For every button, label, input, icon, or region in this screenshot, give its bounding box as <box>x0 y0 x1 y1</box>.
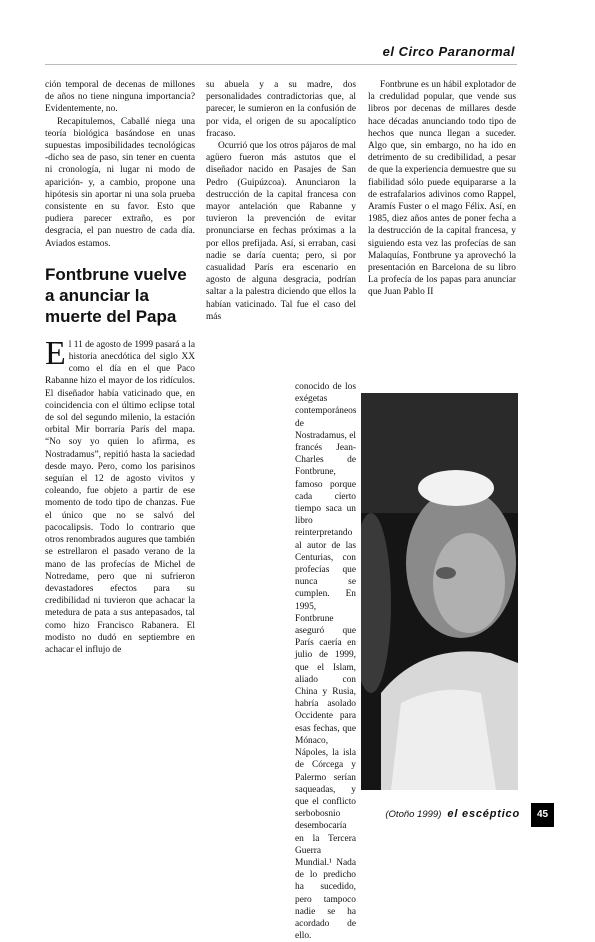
paragraph: Ocurrió que los otros pájaros de mal agüero fueron más astutos que el diseñador nacido en Pasajes de San Pedro (Guipúzcoa). Anunciaron la destrucción de la capital francesa con mayor antelación que Rabanne y tuvieron la prevención de evitar pronunciarse en fechas próximas a la por ellos prefijada. Así, si erraban, casi nadie se daría cuenta; pero, si por casualidad París era escenario en agosto de alguna desgracia, podrían saltar a la palestra diciendo que ellos la habían vaticinado. Tal fue el caso del más <box>206 141 356 322</box>
column-3 <box>368 79 516 299</box>
paragraph: Fontbrune es un hábil explotador de la credulidad popular, que vende sus libros por decenas de millares desde hace décadas anunciando todo tipo de hechos que nunca llegan a suceder. Algo que, sin embargo, no ha ido en detrimento de su credibilidad, a pesar de que la experiencia demuestre que su fiabilidad sólo puede equipararse a la de estrafalarios adivinos como Rappel, Aramís Fuster o el mago Félix. Así, en 1985, diez años antes de poner fecha a la destrucción de la capital francesa, y siguiendo esta vez las profecías de san Malaquías, Fontbrune ya aprovechó la presentación en Barcelona de su libro La profecía de los papas para anunciar que Juan Pablo II <box>368 80 516 298</box>
issue-label: (Otoño 1999) <box>385 809 442 820</box>
article-heading: Fontbrune vuelve a anunciar la muerte del Papa <box>45 264 187 326</box>
pope-photo-illustration <box>361 393 518 790</box>
paragraph: conocido de los exégetas contemporáneos de Nostradamus, el francés Jean-Charles de Fontbrune, famoso porque cada cierto tiempo saca un libro reinterpretando al autor de las Centurias, con profecías que nunca se cumplen. En 1995, Fontbrune aseguró que París caería en julio de 1999, que el Islam, aliado con China y Rusia, habría asolado Occidente para esas fechas, que Mónaco, Nápoles, la isla de Córcega y Palermo serían saqueadas, y que el conflicto serbobosnio desembocaría en la Tercera Guerra Mundial.¹ Nada de lo predicho ha sucedido, pero tampoco nadie se ha acordado de ello. <box>295 382 357 942</box>
drop-cap: E <box>45 334 66 372</box>
column-1 <box>45 79 195 656</box>
section-title: el Circo Paranormal <box>382 44 515 59</box>
pope-photo <box>361 393 518 790</box>
header-divider <box>45 64 517 65</box>
paragraph: Recapitulemos, Caballé niega una teoría biológica basándose en unas supuestas imposibilidades tecnológicas -dicho sea de paso, sin tener en cuenta ni cronología, ni lugar ni modo de aparición- y, a cambio, propone una hipótesis sin aportar ni una sola prueba consistente en su favor. Esto que pudiera parecer extraño, es por desgracia, el pan nuestro de cada día. Aviados estamos. <box>45 116 195 249</box>
footer <box>385 808 520 820</box>
paragraph: su abuela y a su madre, dos personalidades contradictorias que, al parecer, le sumieron en la confusión de por vida, el origen de su apocalíptico fracaso. <box>206 80 356 139</box>
paragraph: ción temporal de decenas de millones de años no tiene ninguna importancia? Evidentemente, no. <box>45 80 195 115</box>
magazine-name: el escéptico <box>447 808 520 820</box>
column-2-wrap <box>295 381 356 942</box>
paragraph <box>45 334 195 656</box>
paragraph-body: l 11 de agosto de 1999 pasará a la historia anecdótica del siglo XX como el día en el que Paco Rabanne hizo el mayor de los ridículos. El diseñador había vaticinado que, en coincidencia con el último eclipse total de sol del segundo milenio, la estación orbital Mir borraría París del mapa. “No soy yo quien lo afirma, es Nostradamus”, repitió hasta la saciedad desde mayo. Pero, como los parisinos seguían el 12 de agosto vivitos y coleando, fue objeto a partir de ese momento de todo tipo de chanzas. Fue el único que no se salvó del pacocalipsis. Todo lo contrario que otros renombrados augures que también se estrellaron el pasado verano de la mano de las profecías de Michel de Notredame, pero que ni sufrieron devastadores efectos para su credibilidad ni tuvieron que achacar la metedura de pata a sus antepasados, tal como hizo Francisco Rabanera. El modisto no dudó en septiembre en achacar el influjo de <box>45 339 195 655</box>
page-number: 45 <box>531 803 554 827</box>
column-2 <box>206 79 356 323</box>
